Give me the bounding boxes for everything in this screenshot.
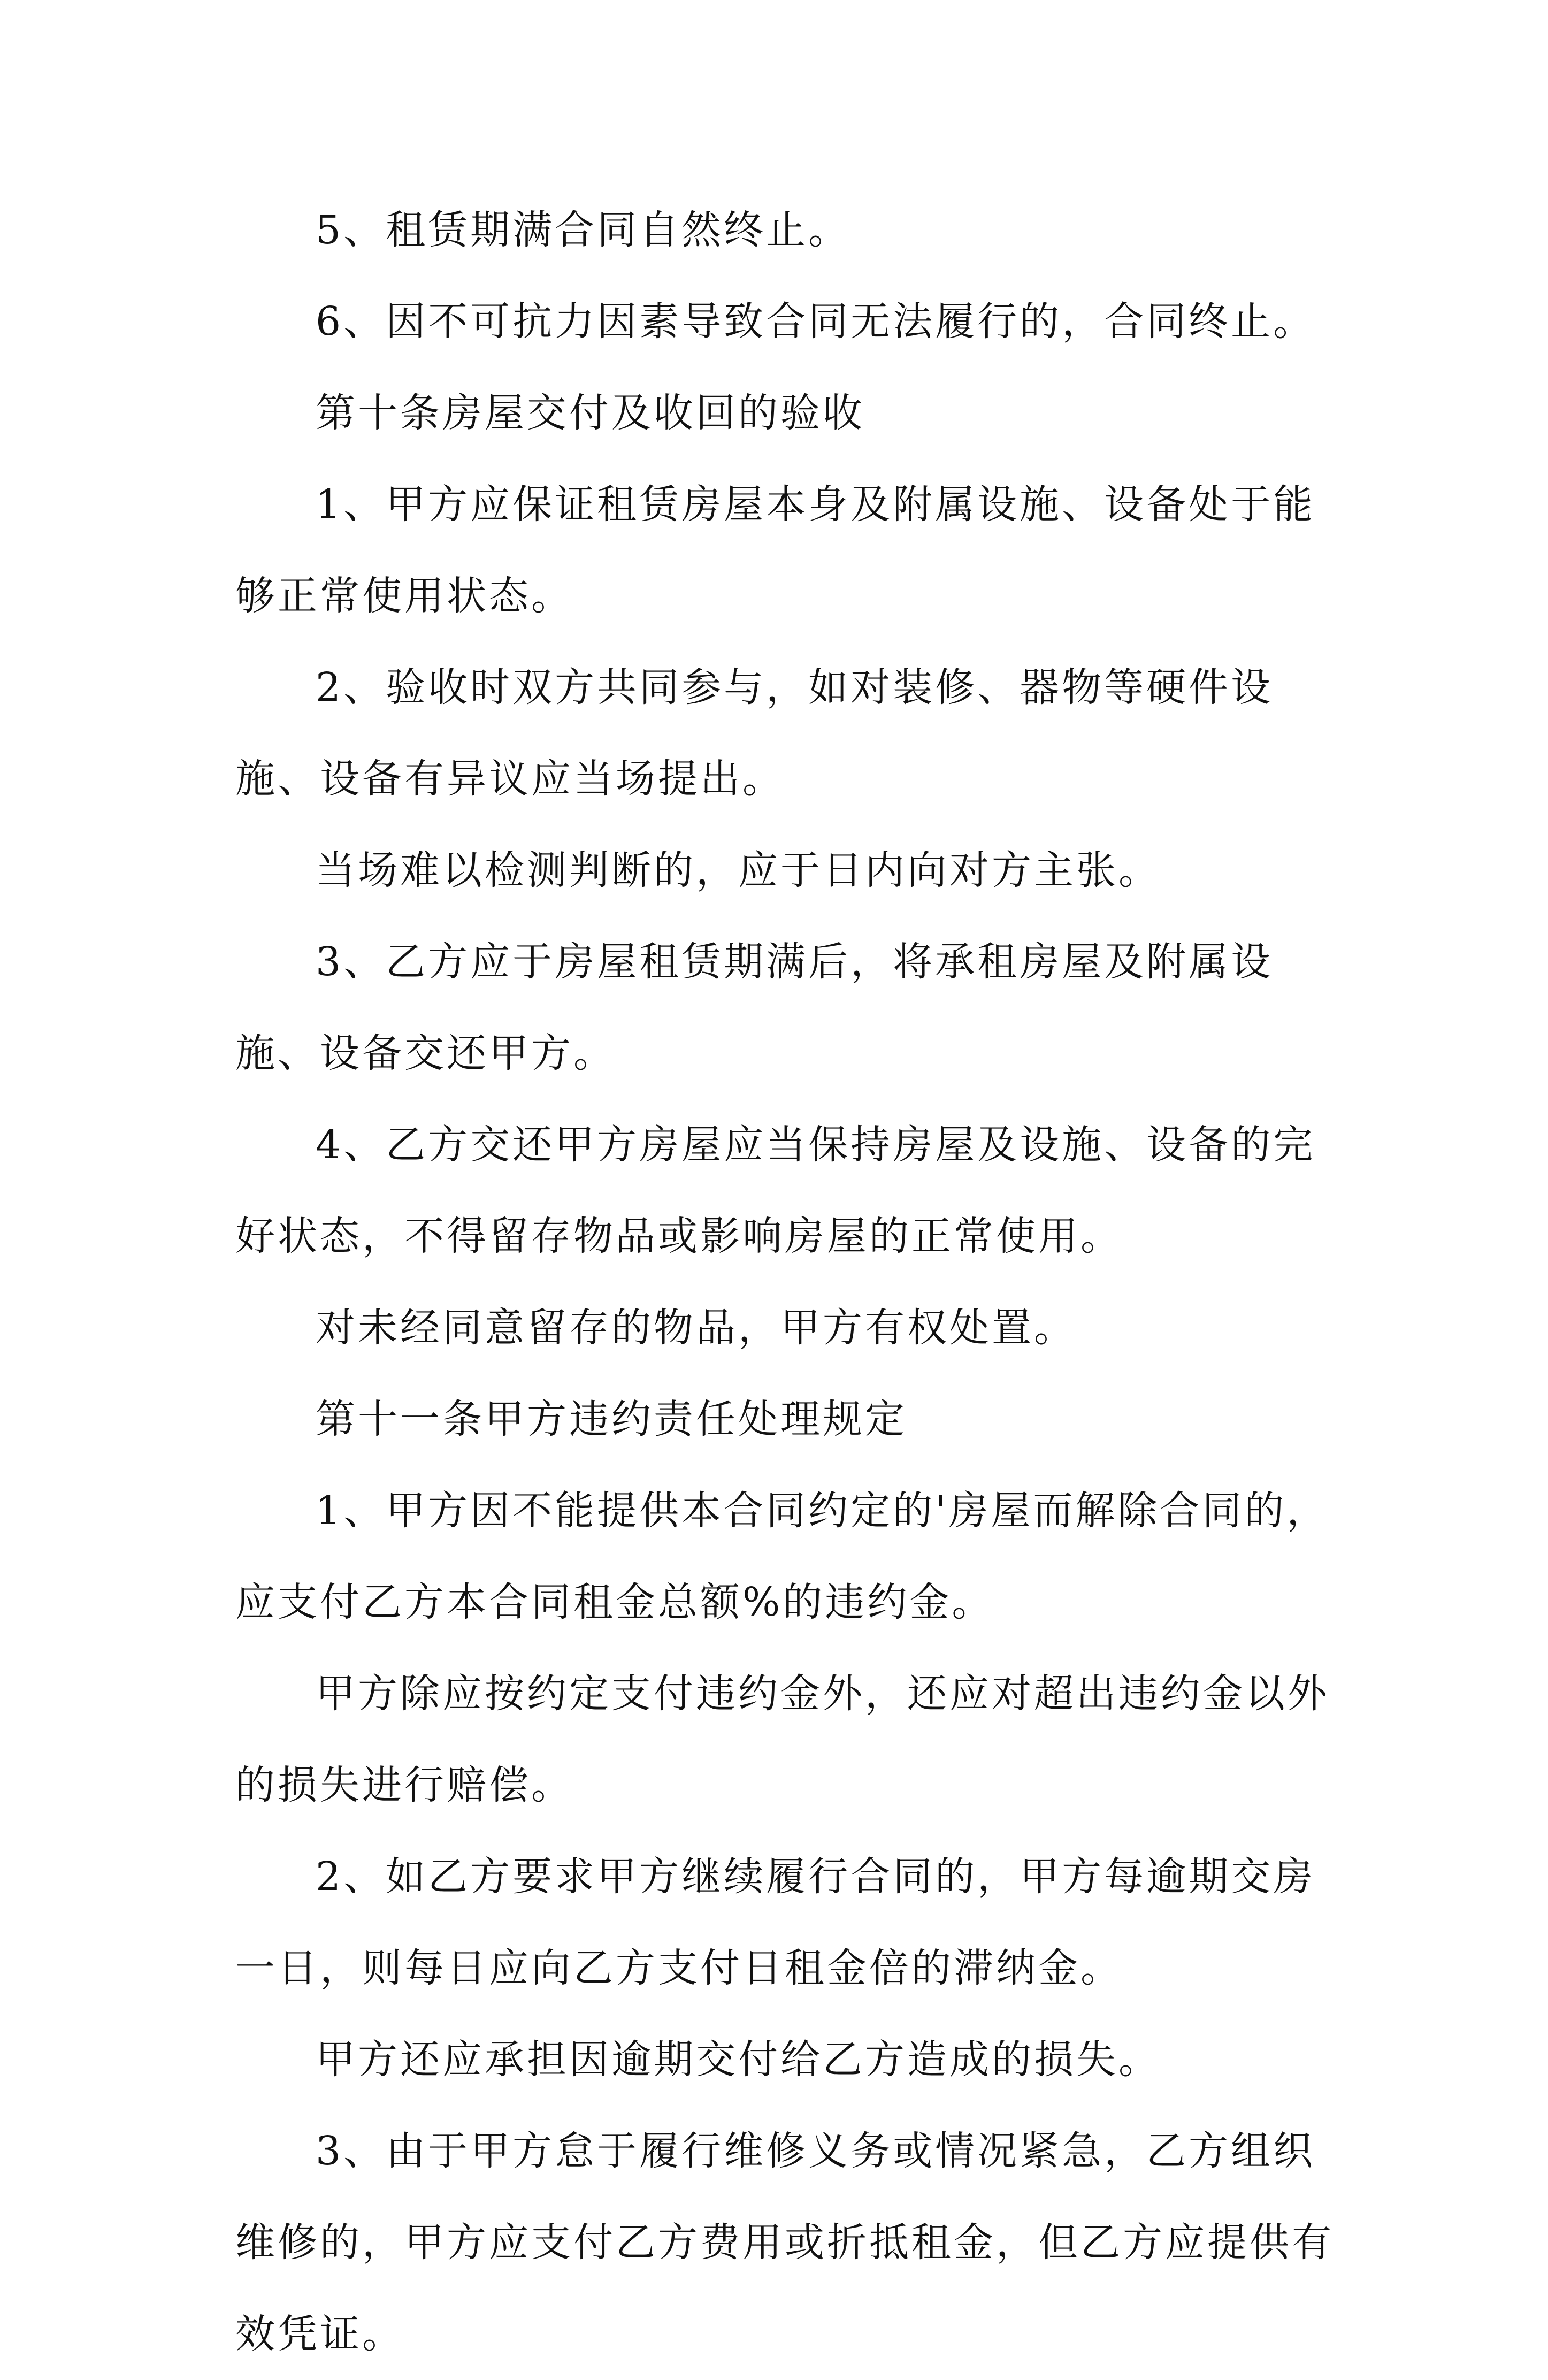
paragraph: 对未经同意留存的物品，甲方有权处置。 (316, 1305, 1076, 1351)
paragraph: 当场难以检测判断的，应于日内向对方主张。 (316, 847, 1161, 893)
paragraph: 甲方除应按约定支付违约金外，还应对超出违约金以外的损失进行赔偿。 (235, 1671, 1330, 1808)
section-heading: 第十条房屋交付及收回的验收 (316, 390, 865, 436)
paragraph: 4、乙方交还甲方房屋应当保持房屋及设施、设备的完好状态，不得留存物品或影响房屋的正常使用。 (235, 1122, 1316, 1259)
contract-body (235, 185, 1337, 2380)
paragraph: 甲方还应承担因逾期交付给乙方造成的损失。 (316, 2037, 1161, 2083)
section-heading: 第十一条甲方违约责任处理规定 (316, 1396, 907, 1442)
paragraph: 3、乙方应于房屋租赁期满后，将承租房屋及附属设施、设备交还甲方。 (235, 939, 1274, 1076)
paragraph: 2、如乙方要求甲方继续履行合同的，甲方每逾期交房一日，则每日应向乙方支付日租金倍的滞纳金。 (235, 1854, 1316, 1991)
paragraph: 2、验收时双方共同参与，如对装修、器物等硬件设施、设备有异议应当场提出。 (235, 664, 1274, 802)
paragraph: 6、因不可抗力因素导致合同无法履行的，合同终止。 (316, 299, 1316, 345)
paragraph: 1、甲方应保证租赁房屋本身及附属设施、设备处于能够正常使用状态。 (235, 481, 1316, 619)
paragraph: 3、由于甲方怠于履行维修义务或情况紧急，乙方组织维修的，甲方应支付乙方费用或折抵租金，但乙方应提供有效凭证。 (235, 2128, 1334, 2357)
paragraph: 1、甲方因不能提供本合同约定的'房屋而解除合同的，应支付乙方本合同租金总额%的违约金。 (235, 1488, 1329, 1625)
paragraph: 5、租赁期满合同自然终止。 (316, 207, 851, 253)
